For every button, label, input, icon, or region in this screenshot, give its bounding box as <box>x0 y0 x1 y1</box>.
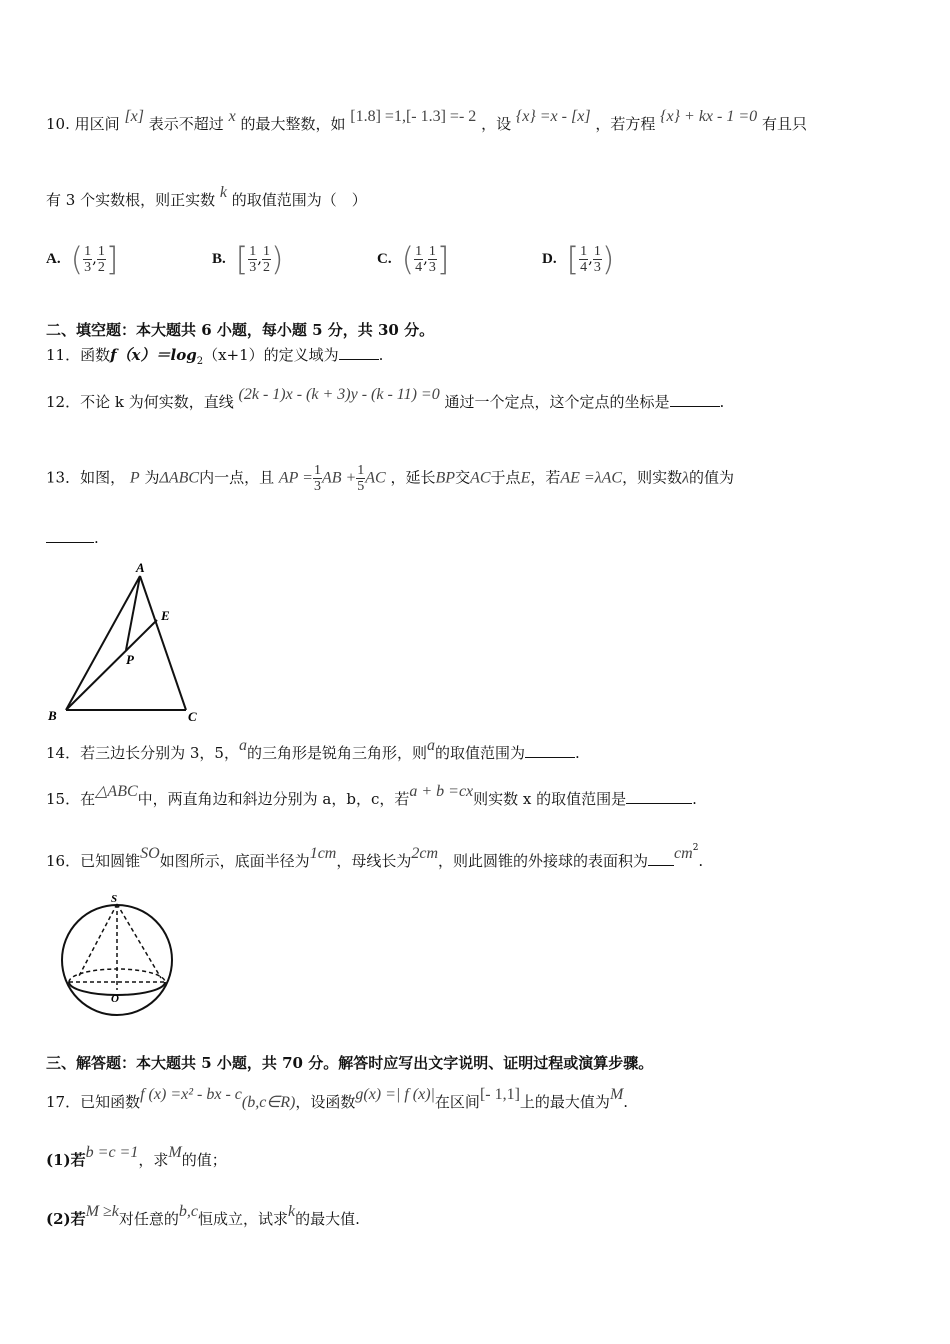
line-be <box>66 620 157 710</box>
q14: 14．若三边长分别为 3，5，a的三角形是锐角三角形，则a的取值范围为 . <box>46 737 580 762</box>
q17: 17．已知函数f (x) =x² - bx - c(b,c∈R)，设函数g(x) =| f (x)|在区间[- 1,1]上的最大值为M. <box>46 1086 629 1111</box>
label-o: O <box>111 993 119 1005</box>
q16: 16．已知圆锥SO如图所示，底面半径为1cm，母线长为2cm，则此圆锥的外接球的表面积为 $cm^2$. <box>46 843 704 870</box>
q10-option-b: B. [ $\frac{1}{3}$ , $\frac{1}{2}$ ) <box>212 240 284 278</box>
q10-line1: 10. 用区间 [x] 表示不超过 x 的最大整数，如 [1.8] =1,[- 1.3] =- 2 ，设 {x} =x - [x] ，若方程 {x} + kx - 1 =0 有且只 <box>46 108 807 133</box>
q10-option-d: D. [ $\frac{1}{4}$ , $\frac{1}{3}$ ) <box>542 240 615 278</box>
figure-triangle-abc <box>40 558 220 728</box>
generatrix-right <box>117 904 161 978</box>
label-b: B <box>48 708 57 723</box>
section3-heading: 三、解答题：本大题共 5 小题，共 70 分。解答时应写出文字说明、证明过程或演算步骤。 <box>46 1054 654 1072</box>
q10-line2: 有 3 个实数根，则正实数 k 的取值范围为（ ） <box>46 184 367 209</box>
q13: 13．如图， P 为ΔABC内一点，且 AP = $\frac{1}{3}$ AB + $\frac{1}{5}$ AC ，延长BP交AC于点E，若AE =λAC，则实数λ的值为 <box>46 463 735 494</box>
section2-heading: 二、填空题：本大题共 6 小题，每小题 5 分，共 30 分。 <box>46 321 435 339</box>
label-e: E <box>161 608 170 623</box>
edge-ab <box>66 576 140 710</box>
q17-part1: (1)若b =c =1，求M的值； <box>46 1144 227 1169</box>
q12: 12．不论 k 为何实数，直线 (2k - 1)x - (k + 3)y - (k - 11) =0 通过一个定点，这个定点的坐标是 . <box>46 386 725 411</box>
q10-option-a: A. ( $\frac{1}{3}$ , $\frac{1}{2}$ ] <box>46 240 119 278</box>
q13-blank: . <box>46 528 99 548</box>
q17-part2: (2)若M ≥k对任意的b,c恒成立，试求k的最大值. <box>46 1203 360 1228</box>
label-s: S <box>111 893 118 905</box>
q10-option-c: C. ( $\frac{1}{4}$ , $\frac{1}{3}$ ] <box>377 240 450 278</box>
label-p: P <box>126 652 134 667</box>
q15: 15．在△ABC中，两直角边和斜边分别为 a，b，c，若a + b =cx则实数 x 的取值范围是 . <box>46 783 697 808</box>
label-a: A <box>136 560 145 575</box>
q11: 11．函数$f(x)=\log_2(x+1)$的定义域为 . <box>46 346 384 367</box>
label-c: C <box>188 709 197 724</box>
figure-cone-sphere <box>55 890 185 1030</box>
edge-ac <box>140 576 186 710</box>
